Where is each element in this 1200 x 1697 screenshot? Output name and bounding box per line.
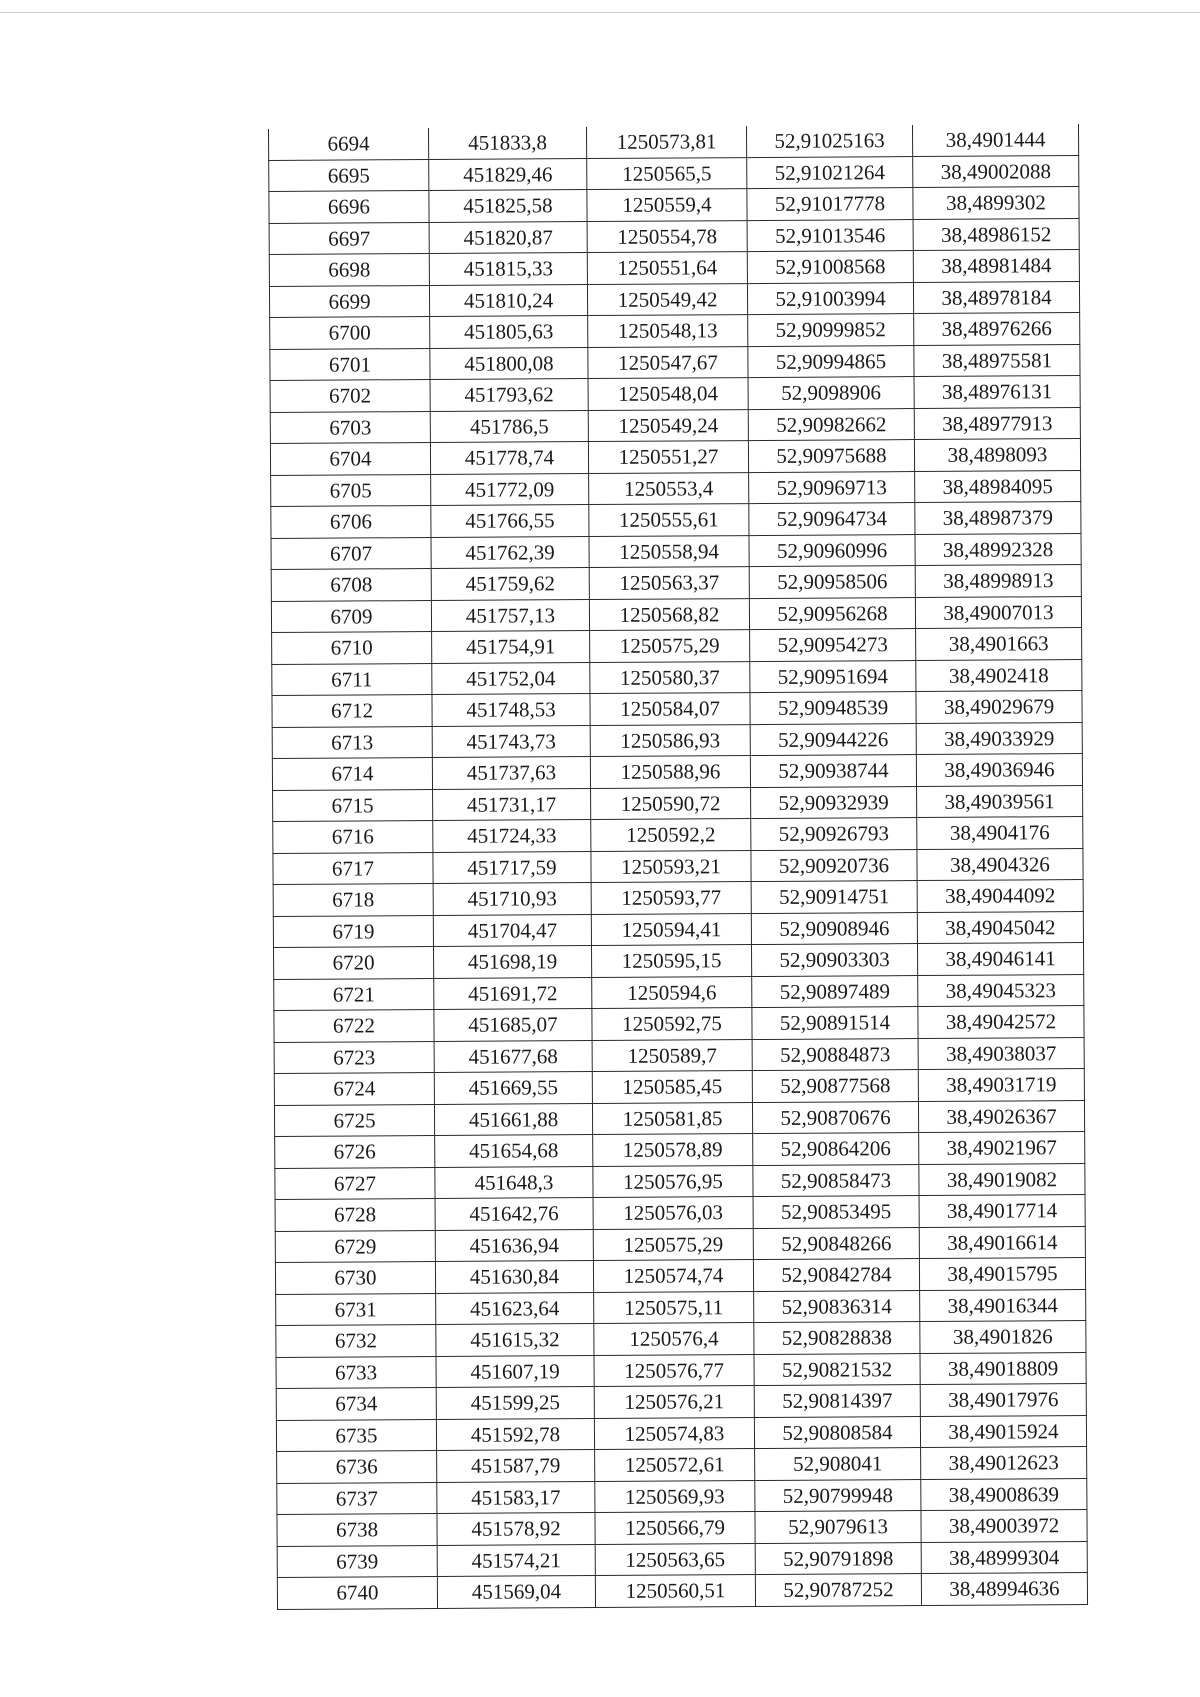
table-row (270, 407, 1080, 443)
point-number-cell: 6737 (277, 1482, 437, 1514)
y-coordinate-cell: 1250576,77 (594, 1354, 754, 1386)
point-number-cell: 6711 (272, 663, 432, 695)
table-row (273, 943, 1083, 979)
y-coordinate-cell: 1250576,21 (594, 1386, 754, 1418)
latitude-cell: 52,90951694 (750, 660, 916, 693)
point-number-cell: 6720 (273, 947, 433, 979)
table-row (270, 313, 1080, 349)
x-coordinate-cell: 451717,59 (433, 851, 591, 883)
table-row (269, 250, 1079, 286)
point-number-cell: 6730 (275, 1261, 435, 1293)
latitude-cell: 52,90853495 (753, 1196, 919, 1229)
y-coordinate-cell: 1250594,6 (592, 976, 752, 1008)
y-coordinate-cell: 1250548,04 (588, 378, 748, 410)
point-number-cell: 6738 (277, 1513, 437, 1545)
y-coordinate-cell: 1250566,79 (595, 1512, 755, 1544)
point-number-cell: 6714 (272, 758, 432, 790)
table-row (271, 470, 1081, 506)
point-number-cell: 6696 (269, 191, 429, 223)
x-coordinate-cell: 451757,13 (431, 599, 589, 631)
latitude-cell: 52,90948539 (750, 692, 916, 725)
point-number-cell: 6724 (274, 1073, 434, 1105)
latitude-cell: 52,90787252 (755, 1574, 921, 1607)
point-number-cell: 6707 (271, 537, 431, 569)
y-coordinate-cell: 1250563,65 (595, 1543, 755, 1575)
point-number-cell: 6699 (269, 285, 429, 317)
latitude-cell: 52,90920736 (751, 849, 917, 882)
table-row (274, 1037, 1084, 1073)
latitude-cell: 52,90960996 (749, 534, 915, 567)
table-row (277, 1573, 1087, 1609)
longitude-cell: 38,48978184 (913, 281, 1079, 314)
latitude-cell: 52,90884873 (752, 1038, 918, 1071)
y-coordinate-cell: 1250574,74 (593, 1260, 753, 1292)
y-coordinate-cell: 1250576,95 (593, 1165, 753, 1197)
table-row (277, 1510, 1087, 1546)
longitude-cell: 38,48975581 (914, 344, 1080, 377)
x-coordinate-cell: 451685,07 (434, 1009, 592, 1041)
x-coordinate-cell: 451569,04 (437, 1576, 595, 1608)
coordinates-table (268, 124, 1088, 1609)
point-number-cell: 6732 (276, 1324, 436, 1356)
longitude-cell: 38,4901444 (912, 124, 1078, 156)
y-coordinate-cell: 1250575,11 (594, 1291, 754, 1323)
y-coordinate-cell: 1250553,4 (589, 472, 749, 504)
x-coordinate-cell: 451607,19 (436, 1355, 594, 1387)
point-number-cell: 6710 (272, 632, 432, 664)
longitude-cell: 38,4904326 (917, 848, 1083, 881)
point-number-cell: 6708 (271, 569, 431, 601)
point-number-cell: 6712 (272, 695, 432, 727)
x-coordinate-cell: 451587,79 (437, 1450, 595, 1482)
longitude-cell: 38,49008639 (921, 1478, 1087, 1511)
longitude-cell: 38,48987379 (915, 502, 1081, 535)
x-coordinate-cell: 451748,53 (432, 694, 590, 726)
latitude-cell: 52,90864206 (753, 1133, 919, 1166)
point-number-cell: 6698 (269, 254, 429, 286)
latitude-cell: 52,90908946 (751, 912, 917, 945)
x-coordinate-cell: 451636,94 (435, 1229, 593, 1261)
y-coordinate-cell: 1250565,5 (587, 157, 747, 189)
latitude-cell: 52,90891514 (752, 1007, 918, 1040)
point-number-cell: 6729 (275, 1230, 435, 1262)
longitude-cell: 38,48986152 (913, 218, 1079, 251)
longitude-cell: 38,48984095 (915, 470, 1081, 503)
x-coordinate-cell: 451724,33 (433, 820, 591, 852)
table-row (276, 1415, 1086, 1451)
y-coordinate-cell: 1250589,7 (592, 1039, 752, 1071)
latitude-cell: 52,90897489 (752, 975, 918, 1008)
latitude-cell: 52,90982662 (748, 408, 914, 441)
table-row (269, 281, 1079, 317)
longitude-cell: 38,49046141 (917, 943, 1083, 976)
table-row (274, 974, 1084, 1010)
longitude-cell: 38,48998913 (915, 565, 1081, 598)
latitude-cell: 52,90999852 (748, 314, 914, 347)
x-coordinate-cell: 451752,04 (432, 662, 590, 694)
y-coordinate-cell: 1250593,21 (591, 850, 751, 882)
point-number-cell: 6716 (273, 821, 433, 853)
point-number-cell: 6718 (273, 884, 433, 916)
table-row (269, 187, 1079, 223)
x-coordinate-cell: 451833,8 (428, 127, 586, 159)
x-coordinate-cell: 451669,55 (434, 1072, 592, 1104)
x-coordinate-cell: 451599,25 (436, 1387, 594, 1419)
latitude-cell: 52,91025163 (746, 125, 912, 157)
table-row (272, 628, 1082, 664)
y-coordinate-cell: 1250549,42 (587, 283, 747, 315)
latitude-cell: 52,90842784 (753, 1259, 919, 1292)
longitude-cell: 38,49029679 (916, 691, 1082, 724)
y-coordinate-cell: 1250593,77 (591, 882, 751, 914)
point-number-cell: 6722 (274, 1010, 434, 1042)
table-row (273, 911, 1083, 947)
table-row (269, 124, 1079, 160)
table-row (273, 817, 1083, 853)
y-coordinate-cell: 1250568,82 (589, 598, 749, 630)
longitude-cell: 38,4904176 (917, 817, 1083, 850)
latitude-cell: 52,90799948 (755, 1479, 921, 1512)
point-number-cell: 6735 (276, 1419, 436, 1451)
table-row (271, 596, 1081, 632)
y-coordinate-cell: 1250559,4 (587, 189, 747, 221)
latitude-cell: 52,90969713 (749, 471, 915, 504)
point-number-cell: 6715 (273, 789, 433, 821)
longitude-cell: 38,4898093 (914, 439, 1080, 472)
y-coordinate-cell: 1250595,15 (591, 945, 751, 977)
latitude-cell: 52,91021264 (747, 156, 913, 189)
x-coordinate-cell: 451825,58 (429, 190, 587, 222)
table-row (275, 1226, 1085, 1262)
point-number-cell: 6702 (270, 380, 430, 412)
longitude-cell: 38,48977913 (914, 407, 1080, 440)
x-coordinate-cell: 451759,62 (431, 568, 589, 600)
table-row (273, 848, 1083, 884)
latitude-cell: 52,90958506 (749, 566, 915, 599)
x-coordinate-cell: 451592,78 (436, 1418, 594, 1450)
table-row (272, 722, 1082, 758)
longitude-cell: 38,48976266 (914, 313, 1080, 346)
table-row (277, 1478, 1087, 1514)
x-coordinate-cell: 451642,76 (435, 1198, 593, 1230)
latitude-cell: 52,90938744 (750, 755, 916, 788)
y-coordinate-cell: 1250580,37 (590, 661, 750, 693)
x-coordinate-cell: 451661,88 (434, 1103, 592, 1135)
table-row (272, 659, 1082, 695)
table-row (269, 155, 1079, 191)
latitude-cell: 52,90944226 (750, 723, 916, 756)
latitude-cell: 52,90808584 (754, 1416, 920, 1449)
latitude-cell: 52,90821532 (754, 1353, 920, 1386)
point-number-cell: 6703 (270, 411, 430, 443)
x-coordinate-cell: 451630,84 (435, 1261, 593, 1293)
x-coordinate-cell: 451704,47 (433, 914, 591, 946)
x-coordinate-cell: 451691,72 (434, 977, 592, 1009)
x-coordinate-cell: 451805,63 (430, 316, 588, 348)
latitude-cell: 52,91017778 (747, 188, 913, 221)
longitude-cell: 38,4899302 (913, 187, 1079, 220)
y-coordinate-cell: 1250569,93 (595, 1480, 755, 1512)
longitude-cell: 38,49036946 (916, 754, 1082, 787)
point-number-cell: 6736 (277, 1450, 437, 1482)
y-coordinate-cell: 1250594,41 (591, 913, 751, 945)
latitude-cell: 52,90926793 (751, 818, 917, 851)
point-number-cell: 6695 (269, 159, 429, 191)
point-number-cell: 6739 (277, 1545, 437, 1577)
y-coordinate-cell: 1250575,29 (593, 1228, 753, 1260)
table-row (271, 565, 1081, 601)
x-coordinate-cell: 451829,46 (429, 158, 587, 190)
table-row (270, 439, 1080, 475)
y-coordinate-cell: 1250558,94 (589, 535, 749, 567)
point-number-cell: 6713 (272, 726, 432, 758)
table-row (273, 880, 1083, 916)
x-coordinate-cell: 451623,64 (436, 1292, 594, 1324)
point-number-cell: 6719 (273, 915, 433, 947)
x-coordinate-cell: 451778,74 (430, 442, 588, 474)
x-coordinate-cell: 451800,08 (430, 347, 588, 379)
x-coordinate-cell: 451754,91 (432, 631, 590, 663)
longitude-cell: 38,49026367 (918, 1100, 1084, 1133)
x-coordinate-cell: 451654,68 (435, 1135, 593, 1167)
x-coordinate-cell: 451710,93 (433, 883, 591, 915)
longitude-cell: 38,49012623 (921, 1447, 1087, 1480)
x-coordinate-cell: 451578,92 (437, 1513, 595, 1545)
x-coordinate-cell: 451677,68 (434, 1040, 592, 1072)
y-coordinate-cell: 1250588,96 (590, 756, 750, 788)
point-number-cell: 6733 (276, 1356, 436, 1388)
longitude-cell: 38,49007013 (915, 596, 1081, 629)
longitude-cell: 38,48981484 (913, 250, 1079, 283)
latitude-cell: 52,90964734 (749, 503, 915, 536)
table-row (275, 1163, 1085, 1199)
y-coordinate-cell: 1250585,45 (592, 1071, 752, 1103)
table-row (270, 344, 1080, 380)
y-coordinate-cell: 1250584,07 (590, 693, 750, 725)
latitude-cell: 52,9079613 (755, 1511, 921, 1544)
y-coordinate-cell: 1250586,93 (590, 724, 750, 756)
table-row (271, 533, 1081, 569)
longitude-cell: 38,49039561 (917, 785, 1083, 818)
table-row (274, 1100, 1084, 1136)
table-row (277, 1541, 1087, 1577)
latitude-cell: 52,90914751 (751, 881, 917, 914)
x-coordinate-cell: 451820,87 (429, 221, 587, 253)
table-row (275, 1132, 1085, 1168)
y-coordinate-cell: 1250551,27 (588, 441, 748, 473)
longitude-cell: 38,48992328 (915, 533, 1081, 566)
table-row (274, 1069, 1084, 1105)
x-coordinate-cell: 451772,09 (431, 473, 589, 505)
table-row (272, 754, 1082, 790)
latitude-cell: 52,90791898 (755, 1542, 921, 1575)
x-coordinate-cell: 451648,3 (435, 1166, 593, 1198)
longitude-cell: 38,48994636 (921, 1573, 1087, 1606)
longitude-cell: 38,4902418 (916, 659, 1082, 692)
y-coordinate-cell: 1250572,61 (595, 1449, 755, 1481)
y-coordinate-cell: 1250547,67 (588, 346, 748, 378)
table-row (273, 785, 1083, 821)
latitude-cell: 52,90932939 (751, 786, 917, 819)
y-coordinate-cell: 1250548,13 (588, 315, 748, 347)
latitude-cell: 52,91003994 (747, 282, 913, 315)
y-coordinate-cell: 1250574,83 (594, 1417, 754, 1449)
table-row (274, 1006, 1084, 1042)
longitude-cell: 38,49044092 (917, 880, 1083, 913)
coordinates-table-body (269, 124, 1088, 1609)
latitude-cell: 52,90877568 (752, 1070, 918, 1103)
longitude-cell: 38,4901663 (916, 628, 1082, 661)
longitude-cell: 38,49045323 (918, 974, 1084, 1007)
latitude-cell: 52,90870676 (752, 1101, 918, 1134)
table-row (269, 218, 1079, 254)
longitude-cell: 38,4901826 (920, 1321, 1086, 1354)
document-page (268, 124, 1087, 1609)
latitude-cell: 52,90956268 (749, 597, 915, 630)
longitude-cell: 38,49033929 (916, 722, 1082, 755)
point-number-cell: 6717 (273, 852, 433, 884)
longitude-cell: 38,49018809 (920, 1352, 1086, 1385)
latitude-cell: 52,9098906 (748, 377, 914, 410)
y-coordinate-cell: 1250581,85 (592, 1102, 752, 1134)
y-coordinate-cell: 1250578,89 (593, 1134, 753, 1166)
table-row (277, 1447, 1087, 1483)
x-coordinate-cell: 451698,19 (433, 946, 591, 978)
x-coordinate-cell: 451815,33 (429, 253, 587, 285)
longitude-cell: 38,49003972 (921, 1510, 1087, 1543)
y-coordinate-cell: 1250592,2 (591, 819, 751, 851)
x-coordinate-cell: 451793,62 (430, 379, 588, 411)
y-coordinate-cell: 1250576,4 (594, 1323, 754, 1355)
latitude-cell: 52,90903303 (751, 944, 917, 977)
longitude-cell: 38,49021967 (919, 1132, 1085, 1165)
y-coordinate-cell: 1250551,64 (587, 252, 747, 284)
longitude-cell: 38,49015795 (919, 1258, 1085, 1291)
longitude-cell: 38,49002088 (913, 155, 1079, 188)
x-coordinate-cell: 451574,21 (437, 1544, 595, 1576)
table-row (270, 376, 1080, 412)
table-row (276, 1384, 1086, 1420)
point-number-cell: 6709 (271, 600, 431, 632)
point-number-cell: 6721 (274, 978, 434, 1010)
point-number-cell: 6705 (271, 474, 431, 506)
y-coordinate-cell: 1250575,29 (590, 630, 750, 662)
table-row (272, 691, 1082, 727)
table-row (276, 1352, 1086, 1388)
table-row (276, 1289, 1086, 1325)
longitude-cell: 38,49016614 (919, 1226, 1085, 1259)
y-coordinate-cell: 1250560,51 (595, 1575, 755, 1607)
y-coordinate-cell: 1250576,03 (593, 1197, 753, 1229)
latitude-cell: 52,90828838 (754, 1322, 920, 1355)
point-number-cell: 6727 (275, 1167, 435, 1199)
x-coordinate-cell: 451766,55 (431, 505, 589, 537)
latitude-cell: 52,90954273 (750, 629, 916, 662)
x-coordinate-cell: 451762,39 (431, 536, 589, 568)
latitude-cell: 52,90858473 (753, 1164, 919, 1197)
latitude-cell: 52,908041 (755, 1448, 921, 1481)
x-coordinate-cell: 451731,17 (433, 788, 591, 820)
point-number-cell: 6728 (275, 1198, 435, 1230)
x-coordinate-cell: 451743,73 (432, 725, 590, 757)
latitude-cell: 52,90848266 (753, 1227, 919, 1260)
latitude-cell: 52,91013546 (747, 219, 913, 252)
latitude-cell: 52,90994865 (748, 345, 914, 378)
longitude-cell: 38,49015924 (920, 1415, 1086, 1448)
longitude-cell: 38,49038037 (918, 1037, 1084, 1070)
point-number-cell: 6701 (270, 348, 430, 380)
table-row (271, 502, 1081, 538)
longitude-cell: 38,49016344 (920, 1289, 1086, 1322)
y-coordinate-cell: 1250590,72 (591, 787, 751, 819)
point-number-cell: 6706 (271, 506, 431, 538)
table-row (275, 1258, 1085, 1294)
latitude-cell: 52,90814397 (754, 1385, 920, 1418)
longitude-cell: 38,48999304 (921, 1541, 1087, 1574)
point-number-cell: 6694 (269, 128, 429, 160)
table-row (276, 1321, 1086, 1357)
x-coordinate-cell: 451737,63 (432, 757, 590, 789)
latitude-cell: 52,90836314 (754, 1290, 920, 1323)
table-row (275, 1195, 1085, 1231)
point-number-cell: 6704 (270, 443, 430, 475)
y-coordinate-cell: 1250555,61 (589, 504, 749, 536)
y-coordinate-cell: 1250563,37 (589, 567, 749, 599)
x-coordinate-cell: 451810,24 (429, 284, 587, 316)
longitude-cell: 38,49042572 (918, 1006, 1084, 1039)
longitude-cell: 38,49017714 (919, 1195, 1085, 1228)
y-coordinate-cell: 1250573,81 (586, 126, 746, 158)
longitude-cell: 38,49045042 (917, 911, 1083, 944)
y-coordinate-cell: 1250549,24 (588, 409, 748, 441)
point-number-cell: 6723 (274, 1041, 434, 1073)
longitude-cell: 38,48976131 (914, 376, 1080, 409)
point-number-cell: 6734 (276, 1387, 436, 1419)
longitude-cell: 38,49019082 (919, 1163, 1085, 1196)
point-number-cell: 6726 (275, 1136, 435, 1168)
longitude-cell: 38,49031719 (918, 1069, 1084, 1102)
point-number-cell: 6740 (277, 1576, 437, 1608)
point-number-cell: 6697 (269, 222, 429, 254)
scan-edge-line (0, 12, 1200, 13)
x-coordinate-cell: 451786,5 (430, 410, 588, 442)
x-coordinate-cell: 451615,32 (436, 1324, 594, 1356)
latitude-cell: 52,90975688 (748, 440, 914, 473)
longitude-cell: 38,49017976 (920, 1384, 1086, 1417)
point-number-cell: 6700 (270, 317, 430, 349)
point-number-cell: 6725 (274, 1104, 434, 1136)
y-coordinate-cell: 1250554,78 (587, 220, 747, 252)
x-coordinate-cell: 451583,17 (437, 1481, 595, 1513)
point-number-cell: 6731 (276, 1293, 436, 1325)
latitude-cell: 52,91008568 (747, 251, 913, 284)
y-coordinate-cell: 1250592,75 (592, 1008, 752, 1040)
